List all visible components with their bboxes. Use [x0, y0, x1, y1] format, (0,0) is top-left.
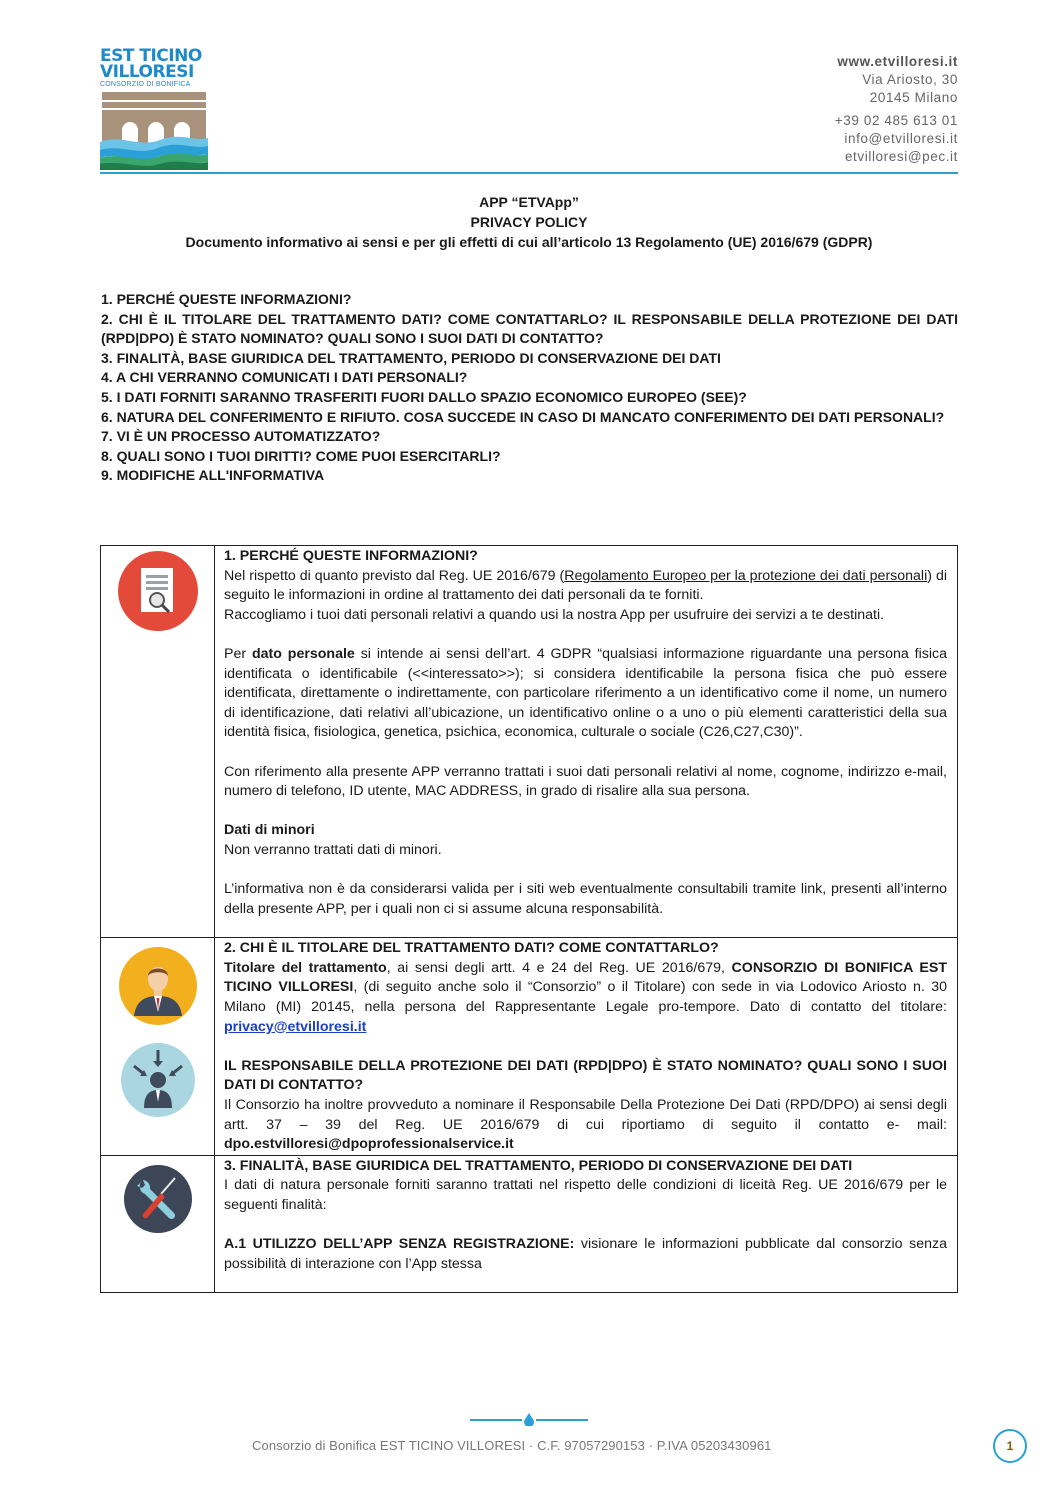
controller-name: CONSORZIO DI BONIFICA EST TICINO VILLORESI: [224, 959, 948, 996]
document-title: [100, 192, 958, 252]
water-drop-divider-icon: [470, 1412, 588, 1426]
bold-term: Titolare del trattamento: [224, 959, 387, 976]
section-1-paragraph-1: [224, 567, 947, 606]
toc-item: 5. I DATI FORNITI SARANNO TRASFERITI FUORI DALLO SPAZIO ECONOMICO EUROPEO (SEE)?: [101, 388, 747, 405]
text: Il Consorzio ha inoltre provveduto a nominare il Responsabile Della Protezione Dei Dati (RPD/DPO) ai sensi degli artt. 37 – 39 del Reg. UE 2016/679 di cui riportiamo di seguito il contatto e- mail:: [224, 1097, 947, 1133]
website-link[interactable]: www.etvilloresi.it: [837, 54, 958, 69]
section-3-heading: 3. FINALITÀ, BASE GIURIDICA DEL TRATTAMENTO, PERIODO DI CONSERVAZIONE DEI DATI: [224, 1157, 853, 1174]
toc-item: 8. QUALI SONO I TUOI DIRITTI? COME PUOI ESERCITARLI?: [101, 447, 501, 464]
logo-line3: CONSORZIO DI BONIFICA: [100, 81, 191, 88]
tools-wrench-screwdriver-icon: [123, 1164, 193, 1234]
email-address[interactable]: info@etvilloresi.it: [844, 131, 958, 146]
dpo-email[interactable]: dpo.estvilloresi@dpoprofessionalservice.it: [224, 1136, 514, 1153]
toc-item: 4. A CHI VERRANNO COMUNICATI I DATI PERSONALI?: [101, 369, 468, 386]
table-of-contents: [101, 290, 958, 486]
logo-line2: VILLORESI: [100, 62, 194, 82]
toc-item: 7. VI È UN PROCESSO AUTOMATIZZATO?: [101, 428, 381, 445]
logo-line1: EST TICINO: [100, 46, 202, 66]
businessman-icon: [118, 946, 198, 1026]
section-1-paragraph-2: Raccogliamo i tuoi dati personali relativi a quando usi la nostra App per usufruire dei servizi a te destinati.: [224, 606, 885, 623]
address-line2: 20145 Milano: [869, 90, 958, 105]
dpo-paragraph: [224, 1096, 947, 1155]
privacy-policy-title: PRIVACY POLICY: [470, 214, 588, 230]
text: visionare le informazioni pubblicate dal consorzio senza possibilità di interazione con l’App stessa: [224, 1236, 947, 1272]
purpose-a1-label: A.1 UTILIZZO DELL’APP SENZA REGISTRAZIONE:: [224, 1236, 575, 1253]
toc-item: 9. MODIFICHE ALL'INFORMATIVA: [101, 467, 325, 484]
phone-number: +39 02 485 613 01: [834, 113, 958, 128]
personal-data-definition: [224, 645, 947, 743]
purpose-a1: [224, 1235, 947, 1292]
toc-item: 1. PERCHÉ QUESTE INFORMAZIONI?: [101, 291, 352, 307]
toc-item: 6. NATURA DEL CONFERIMENTO E RIFIUTO. COSA SUCCEDE IN CASO DI MANCATO CONFERIMENTO DEI DATI PERSONALI?: [101, 408, 945, 425]
toc-item: 2. CHI È IL TITOLARE DEL TRATTAMENTO DATI? COME CONTATTARLO? IL RESPONSABILE DELLA PROTEZIONE DEI DATI (RPD|DPO) È STATO NOMINATO? QUALI SONO I SUOI DATI DI CONTATTO?: [101, 310, 958, 347]
gdpr-regulation-link[interactable]: Regolamento Europeo per la protezione dei dati personali: [564, 567, 928, 584]
external-links-disclaimer: L’informativa non è da considerarsi valida per i siti web eventualmente consultabili tramite link, presenti all’interno della presente APP, per i quali non ci si assume alcuna responsabilità.: [224, 881, 947, 917]
bold-term: dato personale: [251, 645, 355, 662]
section-1-heading: 1. PERCHÉ QUESTE INFORMAZIONI?: [224, 548, 478, 564]
minors-heading: Dati di minori: [224, 822, 315, 839]
text: , (di seguito anche solo il “Consorzio” o il Titolare) con sede in via Lodovico Ariosto n. 30 Milano (MI) 20145, nella persona del Rappresentante Legale pro-tempore. Dato di contatto del titolare:: [224, 979, 948, 1016]
section-row-2: [101, 938, 958, 1156]
document-subtitle: Documento informativo ai sensi e per gli effetti di cui all’articolo 13 Regolamento (UE) 2016/679 (GDPR): [185, 234, 873, 250]
section-2-content: [215, 938, 958, 1156]
address-line1: Via Ariosto, 30: [862, 72, 958, 87]
minors-text: Non verranno trattati dati di minori.: [224, 841, 442, 858]
section-icon-cell: [101, 1155, 215, 1293]
footer-legal-info: Consorzio di Bonifica EST TICINO VILLORESI · C.F. 97057290153 · P.IVA 05203430961: [252, 1438, 772, 1453]
document-search-icon: [117, 550, 199, 632]
consortium-logo: [100, 48, 210, 168]
text: Nel rispetto di quanto previsto dal Reg. UE 2016/679 (: [224, 567, 565, 584]
sections-table: [100, 545, 958, 1293]
section-3-intro: I dati di natura personale forniti saranno trattati nel rispetto delle condizioni di liceità Reg. UE 2016/679 per le seguenti finalità:: [224, 1177, 947, 1213]
text: Per: [224, 645, 252, 662]
section-icon-cell: [101, 938, 215, 1156]
text: si intende ai sensi dell’art. 4 GDPR “qualsiasi informazione riguardante una persona fisica identificata o identificabile (<<interessato>>); si considera identificabile la persona fisica che può essere identificata, direttamente o indirettamente, con particolare riferimento a un identificativo come il nome, un numero di identificazione, dati relativi all’ubicazione, un identificativo online o a uno o più elementi caratteristici della sua identità fisica, fisiologica, genetica, psichica, economica, culturale o sociale (C26,C27,C30)”.: [224, 645, 947, 741]
header-divider: [100, 172, 958, 174]
section-icon-cell: [101, 546, 215, 938]
pec-address[interactable]: etvilloresi@pec.it: [844, 149, 958, 164]
page-number: 1: [993, 1429, 1027, 1463]
dpo-person-arrows-icon: [120, 1042, 196, 1118]
dpo-heading: IL RESPONSABILE DELLA PROTEZIONE DEI DATI (RPD|DPO) È STATO NOMINATO? QUALI SONO I SUOI DATI DI CONTATTO?: [224, 1057, 947, 1094]
toc-item: 3. FINALITÀ, BASE GIURIDICA DEL TRATTAMENTO, PERIODO DI CONSERVAZIONE DEI DATI: [101, 349, 721, 366]
section-row-1: [101, 546, 958, 938]
section-3-content: [215, 1155, 958, 1293]
app-name: APP “ETVApp”: [479, 194, 579, 210]
text: , ai sensi degli artt. 4 e 24 del Reg. UE 2016/679,: [386, 959, 732, 976]
contact-block: [835, 53, 958, 166]
data-processed-paragraph: Con riferimento alla presente APP verranno trattati i suoi dati personali relativi al nome, cognome, indirizzo e-mail, numero di telefono, ID utente, MAC ADDRESS, in grado di risalire alla sua persona.: [224, 763, 947, 800]
section-1-content: [215, 546, 958, 938]
privacy-email-link[interactable]: privacy@etvilloresi.it: [224, 1018, 367, 1035]
text: ) di seguito le informazioni in ordine al trattamento dei dati personali da te forniti.: [224, 567, 947, 604]
data-controller-paragraph: [224, 959, 947, 1037]
bridge-water-logo-icon: [100, 90, 208, 170]
section-row-3: [101, 1155, 958, 1293]
section-2-heading: 2. CHI È IL TITOLARE DEL TRATTAMENTO DATI? COME CONTATTARLO?: [224, 940, 719, 957]
